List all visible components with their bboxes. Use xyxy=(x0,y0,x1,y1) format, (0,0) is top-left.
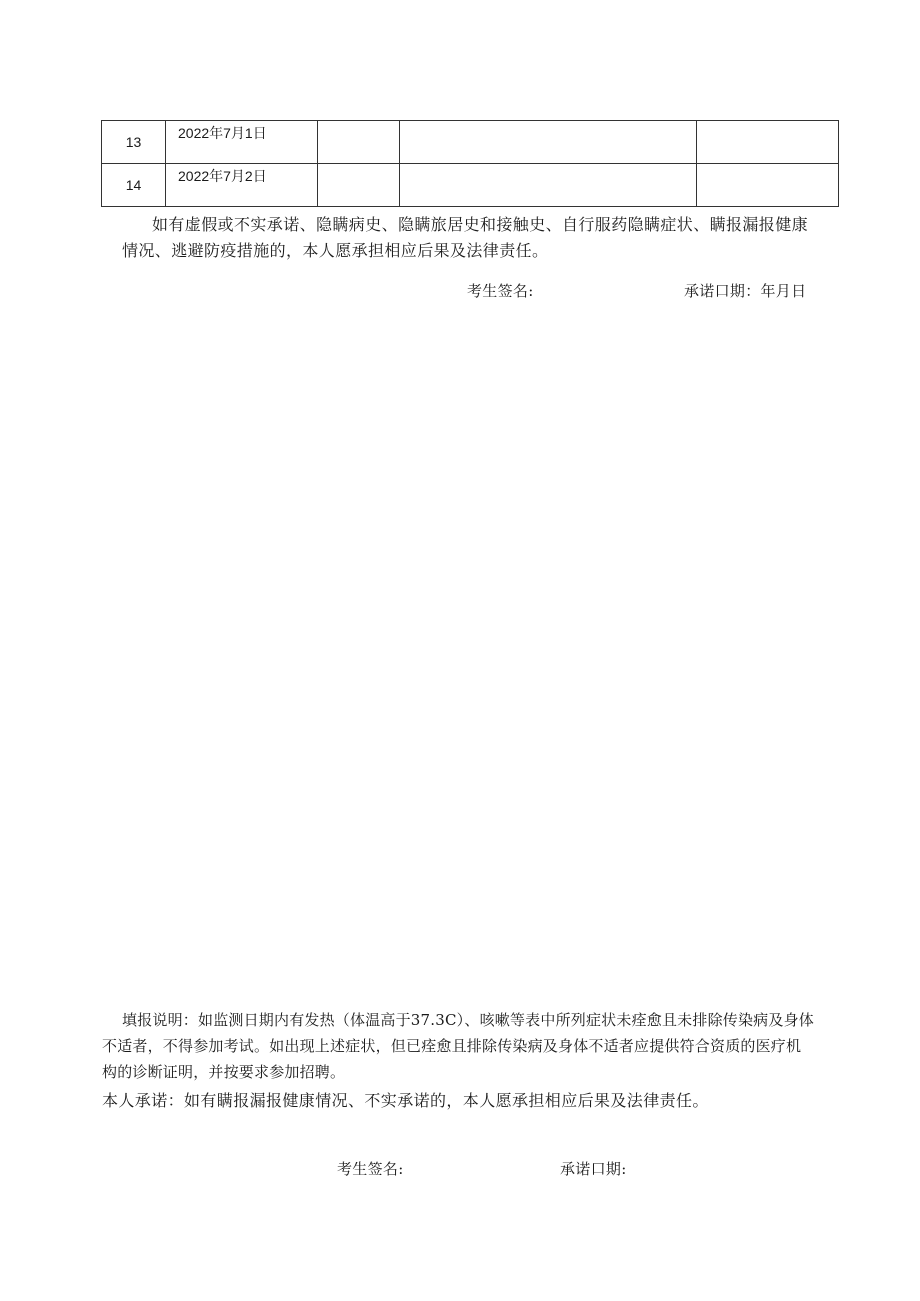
instructions-line: 不适者，不得参加考试。如出现上述症状，但已痊愈且排除传染病及身体不适者应提供符合资质的医疗机 xyxy=(102,1037,802,1055)
row-cell xyxy=(400,121,697,164)
instructions-line: 构的诊断证明，并按要求参加招聘。 xyxy=(102,1063,346,1081)
row-date: 2022年7月2日 xyxy=(166,164,318,207)
instructions-note xyxy=(102,1007,842,1085)
row-number: 13 xyxy=(102,121,166,164)
promise-statement: 本人承诺：如有瞒报漏报健康情况、不实承诺的，本人愿承担相应后果及法律责任。 xyxy=(102,1091,709,1110)
health-monitoring-table xyxy=(101,120,839,207)
row-number: 14 xyxy=(102,164,166,207)
table-row xyxy=(102,164,839,207)
table-row xyxy=(102,121,839,164)
row-cell xyxy=(697,164,839,207)
row-cell xyxy=(400,164,697,207)
signature-label: 考生签名: xyxy=(467,282,534,300)
signature-label: 考生签名: xyxy=(337,1160,404,1178)
row-cell xyxy=(318,121,400,164)
date-label: 承诺口期: xyxy=(560,1160,627,1178)
date-label: 承诺口期：年月日 xyxy=(684,282,807,300)
row-cell xyxy=(697,121,839,164)
row-cell xyxy=(318,164,400,207)
row-date: 2022年7月1日 xyxy=(166,121,318,164)
instructions-line: 填报说明：如监测日期内有发热（体温高于37.3C）、咳嗽等表中所列症状未痊愈且未排除传染病及身体 xyxy=(122,1011,814,1029)
declaration-paragraph: 如有虚假或不实承诺、隐瞒病史、隐瞒旅居史和接触史、自行服药隐瞒症状、瞒报漏报健康情况、逃避防疫措施的，本人愿承担相应后果及法律责任。 xyxy=(122,215,809,260)
